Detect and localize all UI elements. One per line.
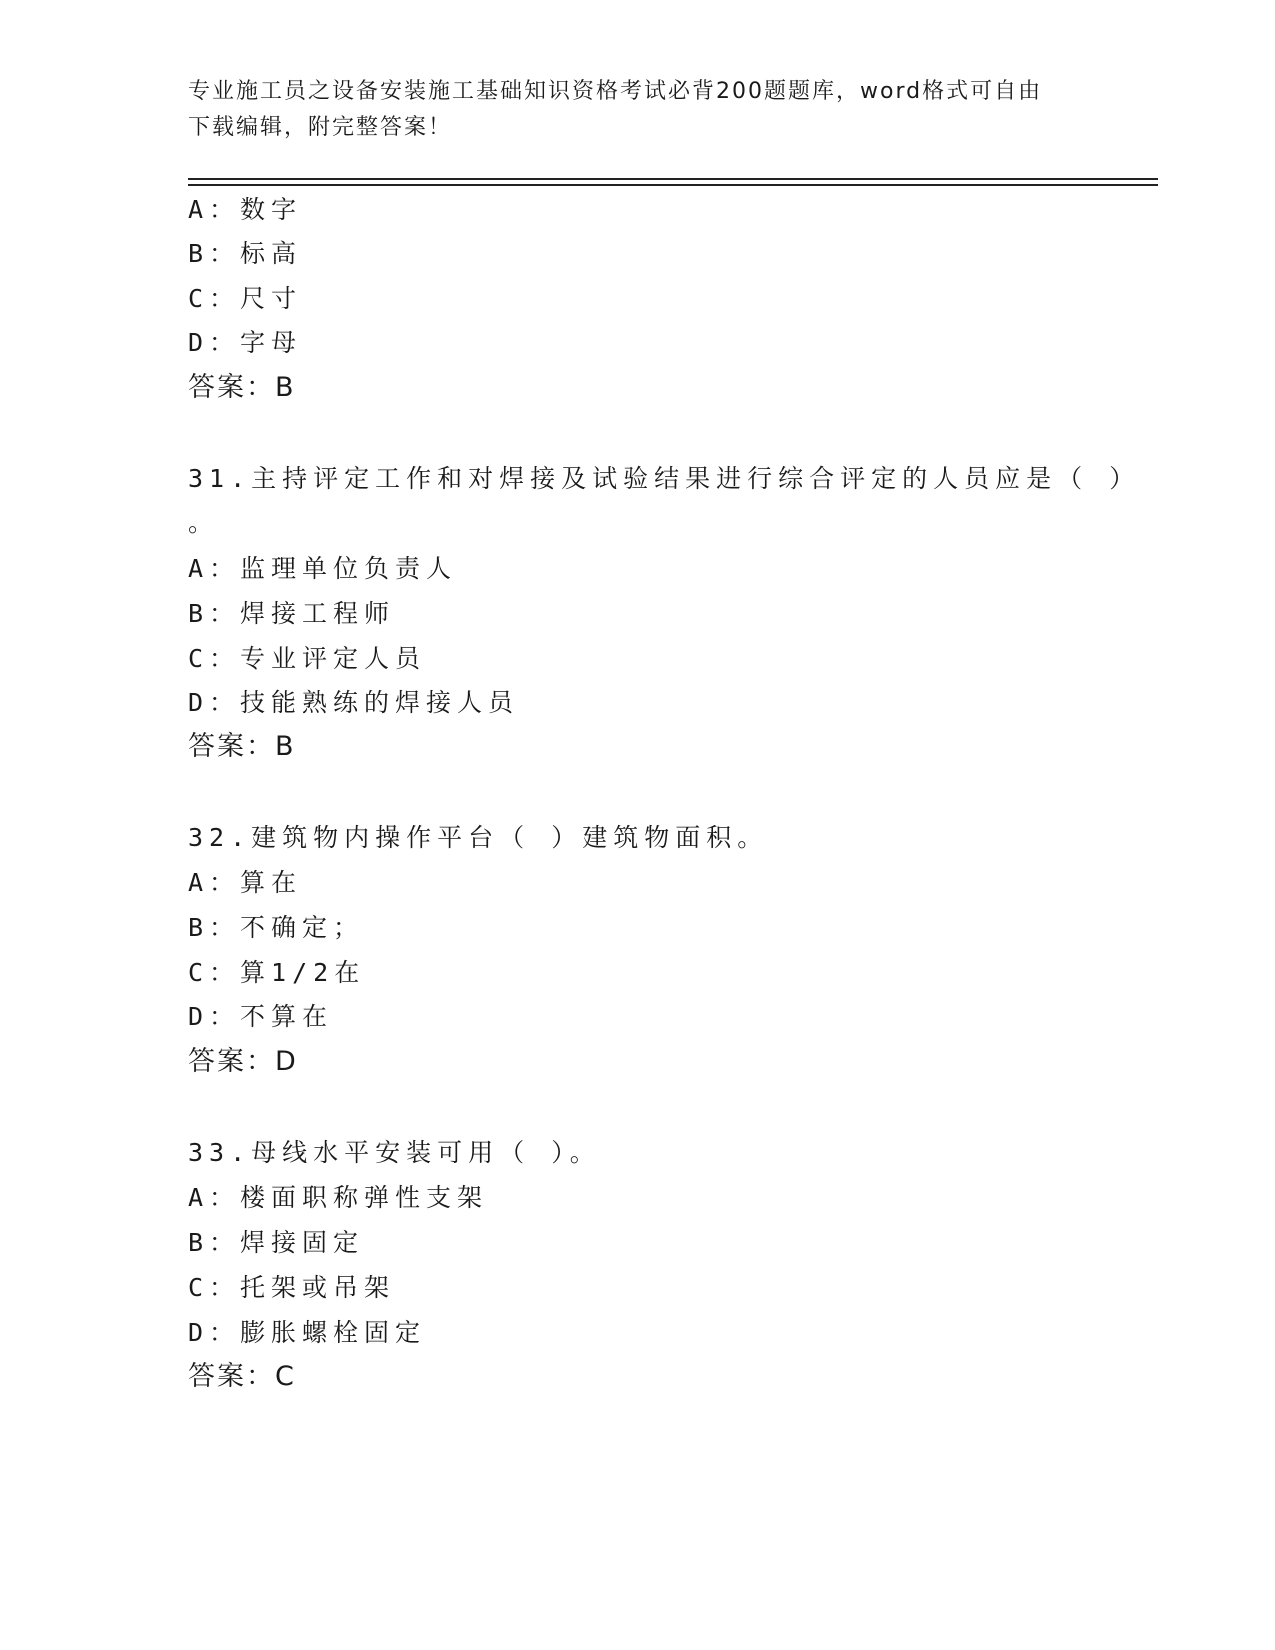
header-line-2: 下载编辑，附完整答案！ (188, 115, 453, 140)
document-header (188, 74, 1088, 146)
q32-option-d: D：不算在 (188, 1002, 334, 1031)
q31-stem: 31.主持评定工作和对焊接及试验结果进行综合评定的人员应是（ ） (188, 464, 1141, 493)
q33-option-b: B：焊接固定 (188, 1228, 365, 1257)
q30-option-b: B：标高 (188, 239, 303, 268)
q30-answer: 答案：B (188, 372, 296, 403)
q32-answer: 答案：D (188, 1046, 298, 1077)
q33-option-d: D：膨胀螺栓固定 (188, 1318, 427, 1347)
q30-option-c: C：尺寸 (188, 284, 303, 313)
q32-stem: 32.建筑物内操作平台（ ）建筑物面积。 (188, 823, 769, 852)
q31-option-c: C：专业评定人员 (188, 644, 427, 673)
q33-stem: 33.母线水平安装可用（ ）。 (188, 1138, 601, 1167)
header-divider-bottom (188, 184, 1158, 186)
q33-option-c: C：托架或吊架 (188, 1273, 396, 1302)
q31-option-b: B：焊接工程师 (188, 599, 396, 628)
q33-option-a: A：楼面职称弹性支架 (188, 1183, 489, 1212)
q32-option-b: B：不确定； (188, 913, 365, 942)
q32-option-a: A：算在 (188, 868, 303, 897)
q31-stem-continuation: 。 (188, 508, 220, 537)
q32-option-c: C：算1/2在 (188, 958, 366, 987)
q30-option-d: D：字母 (188, 328, 303, 357)
header-divider-top (188, 178, 1158, 180)
q30-option-a: A：数字 (188, 195, 303, 224)
q31-option-d: D：技能熟练的焊接人员 (188, 688, 520, 717)
q33-answer: 答案：C (188, 1361, 296, 1392)
q31-option-a: A：监理单位负责人 (188, 554, 458, 583)
header-line-1: 专业施工员之设备安装施工基础知识资格考试必背200题题库，word格式可自由 (188, 79, 1043, 104)
q31-answer: 答案：B (188, 731, 296, 762)
